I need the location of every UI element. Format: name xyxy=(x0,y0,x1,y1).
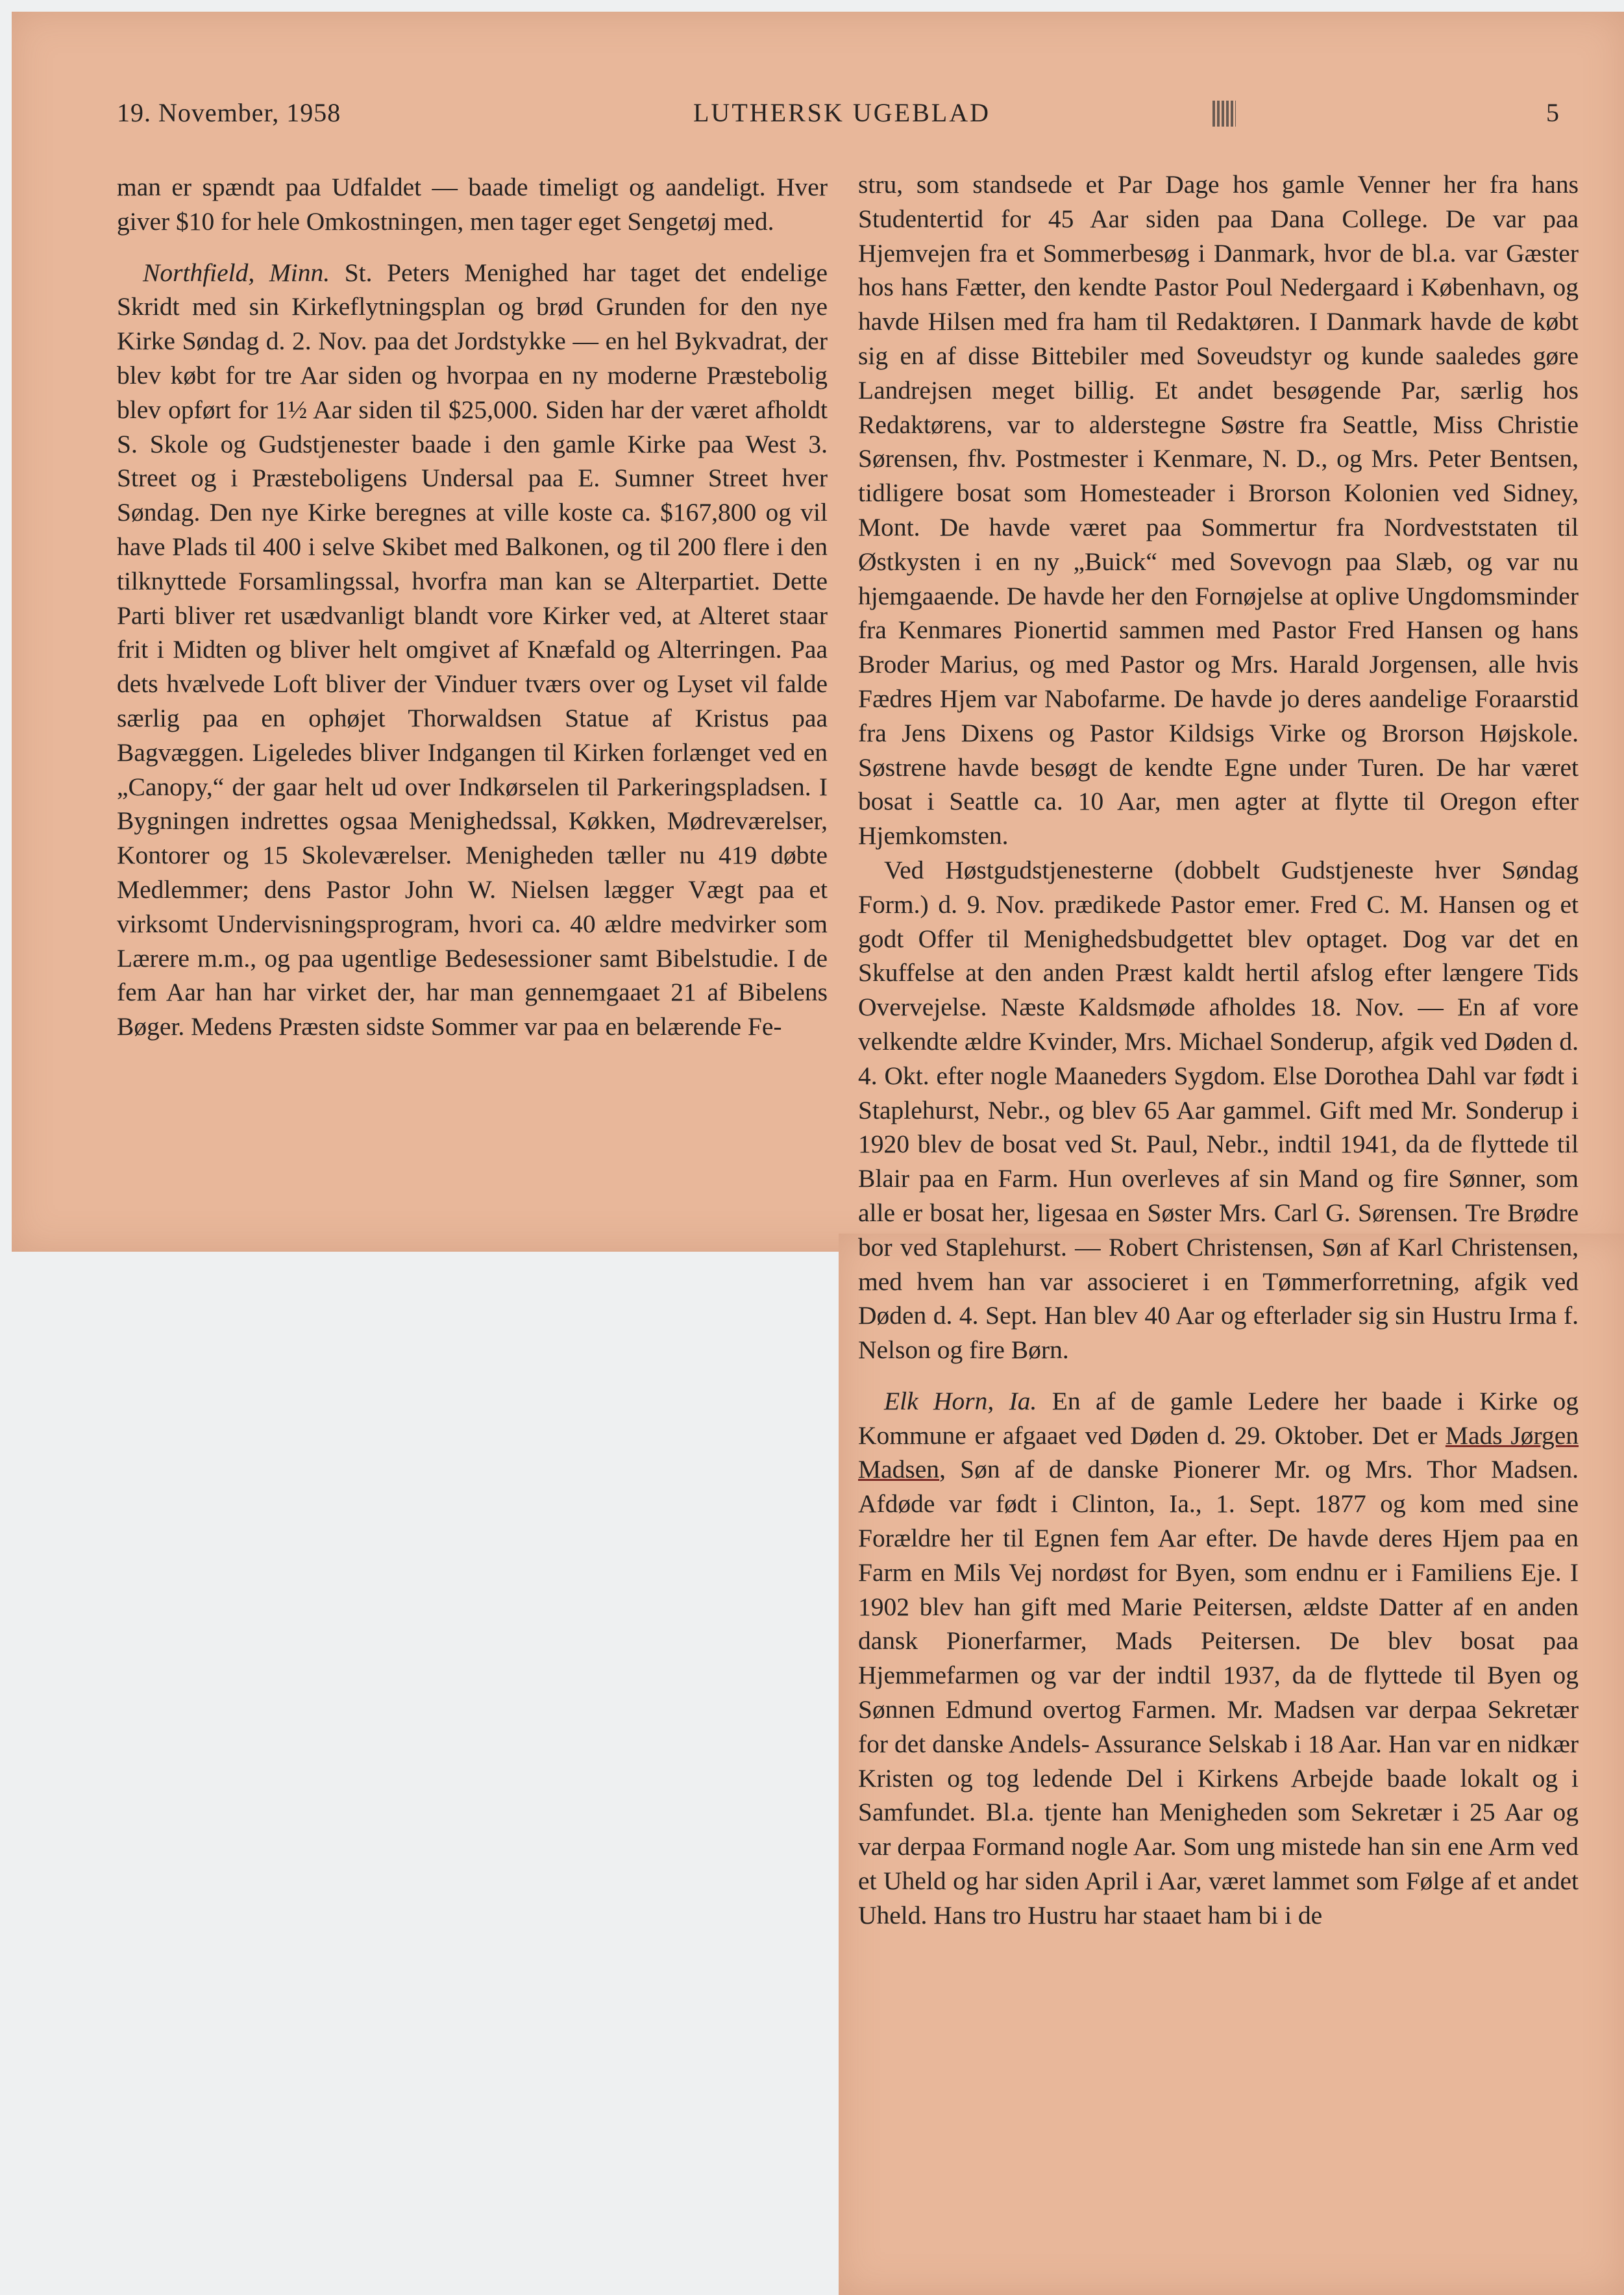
underlined-name: Mads Jørgen Madsen xyxy=(858,1420,1579,1484)
paragraph-text: , Søn af de danske Pionerer Mr. og Mrs. Thor Madsen. Afdøde var født i Clinton, Ia., 1. Sept. 1877 og kom med sine Forældre her til Egnen fem Aar efter. De havde deres Hjem paa en Farm en Mils Vej nordøst for Byen, som endnu er i Familiens Eje. I 1902 blev han gift med Marie Peitersen, ældste Datter af en anden dansk Pionerfarmer, Mads Peitersen. De blev bosat paa Hjemmefarmen og var der indtil 1937, da de flyttede til Byen og Sønnen Edmund overtog Farmen. Mr. Madsen var derpaa Sekretær for det danske Andels- Assurance Selskab i 18 Aar. Han var en nidkær Kristen og tog ledende Del i Kirkens Arbejde baade lokalt og i Samfundet. Bl.a. tjente han Menigheden som Sekretær i 25 Aar og var derpaa Formand nogle Aar. Som ung mistede han sin ene Arm ved et Uheld og har siden April i Aar, været lammet som Følge af et andet Uheld. Hans tro Hustru har staaet ham bi i de xyxy=(858,1455,1579,1929)
paragraph-text: St. Peters Menighed har taget det endelige Skridt med sin Kirkeflytningsplan og brød Grunden for den nye Kirke Søndag d. 2. Nov. paa det Jordstykke — en hel Bykvadrat, der blev købt for tre Aar siden og hvorpaa en ny moderne Præstebolig blev opført for 1½ Aar siden til $25,000. Siden har der været afholdt S. Skole og Gudstjenester baade i den gamle Kirke paa West 3. Street og i Præsteboligens Undersal paa E. Sumner Street hver Søndag. Den nye Kirke beregnes at ville koste ca. $167,800 og vil have Plads til 400 i selve Skibet med Balkonen, og til 200 flere i den tilknyttede Forsamlingssal, hvorfra man kan se Alterpartiet. Dette Parti bliver ret usædvanligt blandt vore Kirker ved, at Alteret staar frit i Midten og bliver helt omgivet af Knæfald og Alterringen. Paa dets hvælvede Loft bliver der Vinduer tværs over og Lyset vil falde særlig paa en ophøjet Thorwaldsen Statue af Kristus paa Bagvæggen. Ligeledes bliver Indgangen til Kirken forlænget ved en „Canopy,“ der gaar helt ud over Indkørselen til Parkeringspladsen. I Bygningen indrettes ogsaa Menighedssal, Køkken, Mødreværelser, Kontorer og 15 Skoleværelser. Menigheden tæller nu 419 døbte Medlemmer; dens Pastor John W. Nielsen lægger Vægt paa et virksomt Undervisningsprogram, hvori ca. 40 ældre medvirker som Lærere m.m., og paa ugentlige Bedesessioner samt Bibelstudie. I de fem Aar han har virket der, har man gennemgaaet 21 af Bibelens Bøger. Medens Præsten sidste Sommer var paa en belærende Fe- xyxy=(117,258,828,1041)
print-mark-icon xyxy=(1212,101,1236,127)
paragraph-northfield xyxy=(117,256,828,1044)
paragraph-text: En af de gamle Ledere her baade i Kirke og Kommune er afgaaet ved Døden d. 29. Oktober. Det er xyxy=(858,1386,1579,1450)
paragraph-elk-horn xyxy=(858,1384,1579,1933)
left-column xyxy=(117,170,828,1044)
header-title: LUTHERSK UGEBLAD xyxy=(693,98,990,127)
place-name: Elk Horn, Ia. xyxy=(884,1386,1037,1415)
header-date: 19. November, 1958 xyxy=(117,98,341,127)
right-column xyxy=(858,167,1579,1933)
place-name: Northfield, Minn. xyxy=(143,258,330,287)
header-page-number: 5 xyxy=(1546,98,1560,127)
paragraph-continuation: stru, som standsede et Par Dage hos gamle Venner her fra hans Studentertid for 45 Aar siden paa Dana College. De var paa Hjemvejen fra et Sommerbesøg i Danmark, hvor de bl.a. var Gæster hos hans Fætter, den kendte Pastor Poul Nedergaard i København, og havde Hilsen med fra ham til Redaktøren. I Danmark havde de købt sig en af disse Bittebiler med Soveudstyr og kunde saaledes gøre Landrejsen meget billig. Et andet besøgende Par, særlig hos Redaktørens, var to alderstegne Søstre fra Seattle, Miss Christie Sørensen, fhv. Postmester i Kenmare, N. D., og Mrs. Peter Bentsen, tidligere bosat som Homesteader i Brorson Kolonien ved Sidney, Mont. De havde været paa Sommertur fra Nordveststaten til Østkysten i en ny „Buick“ med Sovevogn paa Slæb, og var nu hjemgaaende. De havde her den Fornøjelse at oplive Ungdomsminder fra Kenmares Pionertid sammen med Pastor Fred Hansen og hans Broder Marius, og med Pastor og Mrs. Harald Jorgensen, alle hvis Fædres Hjem var Nabofarme. De havde jo deres aandelige Foraarstid fra Jens Dixens og Pastor Kildsigs Virke og Brorson Højskole. Søstrene havde besøgt de kendte Egne under Turen. De har været bosat i Seattle ca. 10 Aar, men agter at flytte til Oregon efter Hjemkomsten. xyxy=(858,170,1579,850)
paragraph-continuation: man er spændt paa Udfaldet — baade timeligt og aandeligt. Hver giver $10 for hele Omkostningen, men tager eget Sengetøj med. xyxy=(117,173,828,236)
paragraph-harvest-service: Ved Høstgudstjenesterne (dobbelt Gudstjeneste hver Søndag Form.) d. 9. Nov. prædikede Pastor emer. Fred C. M. Hansen og et godt Offer til Menighedsbudgettet blev optaget. Dog var det en Skuffelse at den anden Præst kaldt hertil afslog efter længere Tids Overvejelse. Næste Kaldsmøde afholdes 18. Nov. — En af vore velkendte ældre Kvinder, Mrs. Michael Sonderup, afgik ved Døden d. 4. Okt. efter nogle Maaneders Sygdom. Else Dorothea Dahl var født i Staplehurst, Nebr., og blev 65 Aar gammel. Gift med Mr. Sonderup i 1920 blev de bosat ved St. Paul, Nebr., indtil 1941, da de flyttede til Blair paa en Farm. Hun overleves af sin Mand og fire Sønner, som alle er bosat her, ligesaa en Søster Mrs. Carl G. Sørensen. Tre Brødre bor ved Staplehurst. — Robert Christensen, Søn af Karl Christensen, med hvem han var associeret i en Tømmerforretning, afgik ved Døden d. 4. Sept. Han blev 40 Aar og efterlader sig sin Hustru Irma f. Nelson og fire Børn. xyxy=(858,855,1579,1365)
